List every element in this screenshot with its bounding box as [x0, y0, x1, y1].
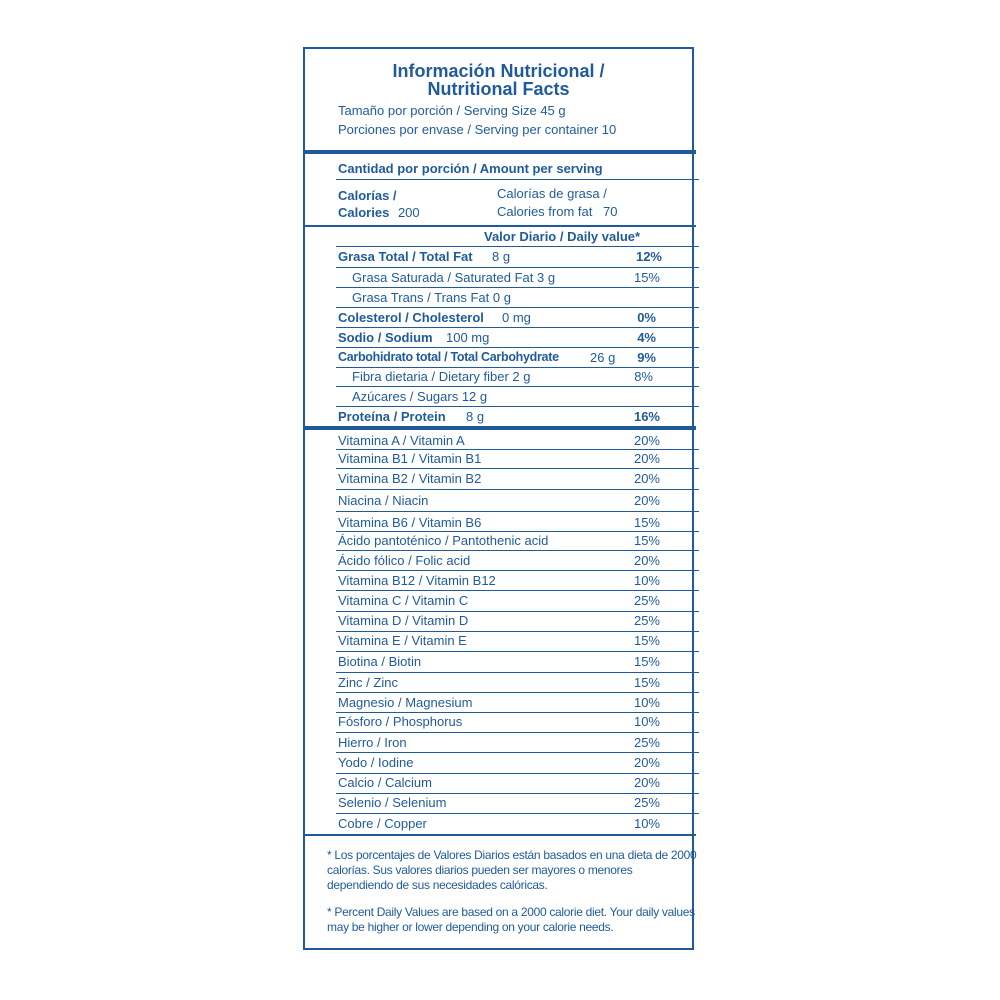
divider — [336, 692, 699, 693]
vitamin-name: Magnesio / Magnesium — [338, 695, 473, 710]
vitamin-name: Biotina / Biotin — [338, 654, 422, 669]
nutrient-dv: 0% — [637, 310, 656, 325]
vitamin-row — [305, 795, 696, 815]
divider — [336, 590, 699, 591]
divider — [336, 732, 699, 733]
vitamin-dv: 25% — [633, 735, 660, 750]
calories-fat-value: 70 — [603, 204, 618, 219]
vitamin-dv: 10% — [633, 573, 660, 588]
vitamin-name: Niacina / Niacin — [338, 493, 429, 508]
thick-divider — [305, 426, 696, 430]
vitamin-dv: 20% — [633, 433, 660, 448]
vitamin-row — [305, 471, 696, 491]
nutrient-dv: 16% — [633, 409, 660, 424]
vitamin-dv: 25% — [633, 593, 660, 608]
nutrient-dv: 9% — [637, 350, 656, 365]
servings-per-container: Porciones por envase / Serving per container 10 — [338, 122, 617, 137]
vitamin-row — [305, 775, 696, 795]
nutrient-amount: 0 mg — [502, 310, 531, 325]
calories-fat-label-1: Calorías de grasa / — [497, 186, 607, 201]
nutrient-amount: 100 mg — [446, 330, 490, 345]
divider — [336, 752, 699, 753]
nutrient-name: Azúcares / Sugars 12 g — [352, 389, 488, 404]
divider — [336, 287, 699, 288]
label-title-line1: Información Nutricional / — [392, 61, 605, 81]
vitamin-row — [305, 593, 696, 613]
vitamin-row — [305, 515, 696, 535]
vitamin-name: Vitamina C / Vitamin C — [338, 593, 469, 608]
divider — [336, 813, 699, 814]
nutrient-name: Grasa Total / Total Fat — [338, 249, 473, 264]
vitamin-name: Fósforo / Phosphorus — [338, 714, 463, 729]
divider — [336, 611, 699, 612]
vitamin-dv: 15% — [633, 633, 660, 648]
calories-label-2: Calories — [338, 205, 390, 220]
divider — [336, 489, 699, 490]
vitamin-row — [305, 493, 696, 513]
divider — [336, 773, 699, 774]
divider — [305, 834, 696, 836]
footnote-english: * Percent Daily Values are based on a 2000 calorie diet. Your daily values may be higher or lower depending on your calorie needs. — [327, 905, 695, 934]
vitamin-name: Vitamina B12 / Vitamin B12 — [338, 573, 496, 588]
vitamin-name: Vitamina A / Vitamin A — [338, 433, 465, 448]
vitamin-name: Calcio / Calcium — [338, 775, 432, 790]
vitamin-row — [305, 714, 696, 734]
vitamin-row — [305, 613, 696, 633]
daily-value-header: Valor Diario / Daily value* — [484, 229, 641, 244]
vitamin-dv: 20% — [633, 471, 660, 486]
label-title-line2: Nutritional Facts — [427, 79, 570, 99]
divider — [336, 367, 699, 368]
vitamin-dv: 20% — [633, 755, 660, 770]
vitamin-name: Selenio / Selenium — [338, 795, 447, 810]
vitamin-dv: 10% — [633, 816, 660, 831]
divider — [336, 631, 699, 632]
nutrient-name: Colesterol / Cholesterol — [338, 310, 484, 325]
nutrient-name: Carbohidrato total / Total Carbohydrate — [338, 350, 559, 364]
nutrient-amount: 8 g — [466, 409, 485, 424]
divider — [336, 570, 699, 571]
vitamin-name: Vitamina E / Vitamin E — [338, 633, 467, 648]
divider — [336, 179, 699, 180]
nutrient-row-total-fat — [305, 249, 696, 269]
nutrient-name: Sodio / Sodium — [338, 330, 433, 345]
divider — [336, 386, 699, 387]
divider — [336, 672, 699, 673]
vitamin-row — [305, 433, 696, 453]
vitamin-name: Vitamina B6 / Vitamin B6 — [338, 515, 482, 530]
calories-fat-line — [497, 204, 617, 219]
vitamin-name: Vitamina B2 / Vitamin B2 — [338, 471, 482, 486]
divider — [336, 347, 699, 348]
nutrient-dv: 12% — [635, 249, 662, 264]
nutrition-label — [303, 47, 697, 950]
vitamin-dv: 10% — [633, 695, 660, 710]
vitamin-dv: 10% — [633, 714, 660, 729]
amount-per-serving: Cantidad por porción / Amount per serving — [338, 161, 603, 176]
vitamin-name: Vitamina D / Vitamin D — [338, 613, 469, 628]
divider — [336, 712, 699, 713]
divider — [336, 531, 699, 532]
footnote-spanish: * Los porcentajes de Valores Diarios están basados en una dieta de 2000 calorías. Sus valores diarios pueden ser mayores o menores dependiendo de sus necesidades calóricas. — [327, 848, 697, 892]
vitamin-row — [305, 633, 696, 653]
divider — [336, 267, 699, 268]
vitamin-name: Ácido fólico / Folic acid — [338, 553, 471, 568]
divider — [336, 468, 699, 469]
vitamin-dv: 20% — [633, 553, 660, 568]
nutrient-name: Grasa Trans / Trans Fat 0 g — [352, 290, 511, 305]
nutrient-amount: 8 g — [492, 249, 511, 264]
vitamin-row — [305, 816, 696, 836]
nutrient-name: Fibra dietaria / Dietary fiber 2 g — [352, 369, 531, 384]
vitamin-dv: 20% — [633, 451, 660, 466]
divider — [336, 246, 699, 247]
divider — [336, 550, 699, 551]
nutrient-amount: 26 g — [590, 350, 616, 365]
calories-label-1: Calorías / — [338, 188, 397, 203]
vitamin-dv: 15% — [633, 533, 660, 548]
vitamin-dv: 15% — [633, 675, 660, 690]
nutrient-dv: 15% — [633, 270, 660, 285]
vitamin-name: Zinc / Zinc — [338, 675, 398, 690]
calories-fat-label-2: Calories from fat — [497, 204, 593, 219]
nutrient-name: Grasa Saturada / Saturated Fat 3 g — [352, 270, 556, 285]
divider — [336, 406, 699, 407]
nutrient-name: Proteína / Protein — [338, 409, 446, 424]
vitamin-dv: 25% — [633, 795, 660, 810]
calories-line — [338, 205, 420, 220]
thick-divider — [305, 150, 696, 154]
vitamin-dv: 20% — [633, 493, 660, 508]
divider — [336, 307, 699, 308]
vitamin-name: Cobre / Copper — [338, 816, 427, 831]
divider — [336, 327, 699, 328]
vitamin-dv: 15% — [633, 515, 660, 530]
vitamin-row — [305, 755, 696, 775]
vitamin-dv: 20% — [633, 775, 660, 790]
vitamin-name: Ácido pantoténico / Pantothenic acid — [338, 533, 549, 548]
vitamin-name: Vitamina B1 / Vitamin B1 — [338, 451, 482, 466]
nutrient-dv: 4% — [637, 330, 656, 345]
divider — [336, 651, 699, 652]
divider — [305, 225, 696, 227]
divider — [336, 449, 699, 450]
serving-size: Tamaño por porción / Serving Size 45 g — [338, 103, 566, 118]
divider — [336, 511, 699, 512]
vitamin-dv: 25% — [633, 613, 660, 628]
vitamin-dv: 15% — [633, 654, 660, 669]
calories-value: 200 — [397, 205, 420, 220]
vitamin-row — [305, 654, 696, 674]
vitamin-name: Yodo / Iodine — [338, 755, 414, 770]
divider — [336, 793, 699, 794]
vitamin-name: Hierro / Iron — [338, 735, 407, 750]
nutrient-dv: 8% — [634, 369, 653, 384]
